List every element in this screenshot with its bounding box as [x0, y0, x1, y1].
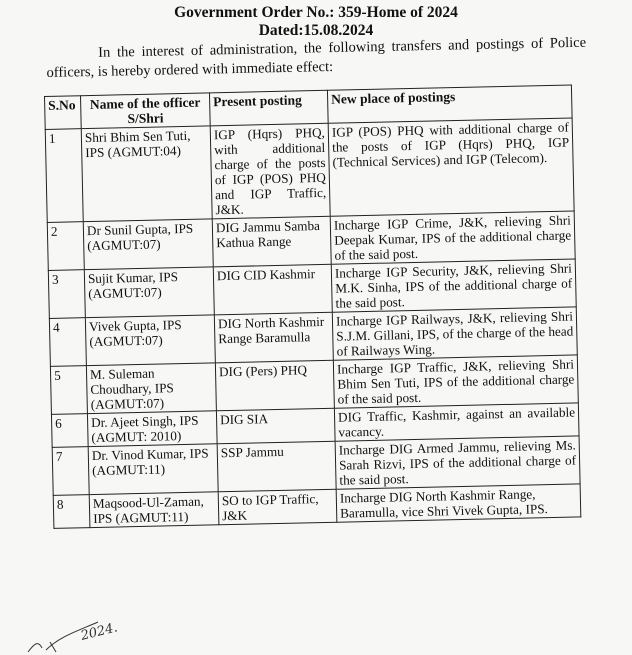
cell-present-posting: DIG (Pers) PHQ: [215, 360, 334, 411]
cell-new-posting: IGP (POS) PHQ with additional charge of the posts of IGP (Hqrs) PHQ, IGP (Technical Services) and IGP (Telecom).: [328, 118, 574, 216]
cell-officer-name: Dr. Vinod Kumar, IPS (AGMUT:11): [88, 444, 218, 495]
cell-sno: 2: [47, 222, 84, 271]
header-officer-name: Name of the officer S/Shri: [81, 93, 211, 129]
cell-sno: 1: [45, 129, 83, 223]
intro-text: In the interest of administration, the following transfers and postings of Police officers, is hereby ordered with immediate effect:: [46, 34, 587, 81]
cell-officer-name: Maqsood-Ul-Zaman, IPS (AGMUT:11): [89, 492, 219, 528]
cell-new-posting: Incharge DIG Armed Jammu, relieving Ms. Sarah Rizvi, IPS of the additional charge of the said post.: [335, 436, 580, 489]
signature-date-text: 2024.: [79, 620, 120, 644]
cell-officer-name: Dr Sunil Gupta, IPS (AGMUT:07): [83, 219, 213, 270]
cell-new-posting: Incharge IGP Crime, J&K, relieving Shri Deepak Kumar, IPS of the additional charge of the said post.: [330, 211, 575, 264]
cell-officer-name: M. Suleman Choudhary, IPS (AGMUT:07): [86, 363, 216, 414]
cell-sno: 4: [49, 318, 86, 367]
cell-present-posting: DIG CID Kashmir: [213, 264, 332, 315]
cell-new-posting: Incharge DIG North Kashmir Range, Baramulla, vice Shri Vivek Gupta, IPS.: [336, 484, 581, 522]
table-row: [45, 118, 574, 222]
cell-officer-name: Vivek Gupta, IPS (AGMUT:07): [85, 315, 215, 366]
header-sno: S.No: [45, 96, 82, 130]
header-new-posting: New place of postings: [327, 85, 572, 123]
cell-present-posting: DIG North Kashmir Range Baramulla: [214, 312, 333, 363]
cell-present-posting: DIG SIA: [216, 408, 335, 444]
cell-sno: 6: [51, 414, 88, 448]
cell-present-posting: DIG Jammu Samba Kathua Range: [212, 216, 331, 267]
cell-officer-name: Dr. Ajeet Singh, IPS (AGMUT: 2010): [87, 411, 217, 447]
postings-table-wrapper: [44, 84, 581, 528]
header-present-posting: Present posting: [209, 90, 328, 126]
cell-sno: 5: [50, 366, 87, 415]
cell-new-posting: Incharge IGP Security, J&K, relieving Shri M.K. Sinha, IPS of the additional charge of the said post.: [331, 259, 576, 312]
order-number-heading: Government Order No.: 359-Home of 2024: [174, 4, 458, 21]
cell-new-posting: Incharge IGP Traffic, J&K, relieving Shri Bhim Sen Tuti, IPS of the additional charge of the said post.: [333, 355, 578, 408]
cell-officer-name: Shri Bhim Sen Tuti, IPS (AGMUT:04): [81, 126, 212, 222]
cell-present-posting: SSP Jammu: [217, 441, 336, 492]
cell-present-posting: IGP (Hqrs) PHQ, with additional charge of the posts of IGP (POS) PHQ and IGP Traffic, J&K.: [210, 123, 330, 219]
cell-sno: 7: [52, 447, 89, 496]
handwritten-signature: [20, 612, 140, 655]
postings-table: [44, 84, 581, 528]
cell-sno: 8: [53, 495, 90, 529]
cell-sno: 3: [48, 270, 85, 319]
cell-new-posting: Incharge IGP Railways, J&K, relieving Shri S.J.M. Gillani, IPS, of the charge of the head of Railways Wing.: [332, 307, 577, 360]
cell-present-posting: SO to IGP Traffic, J&K: [218, 489, 337, 525]
cell-new-posting: DIG Traffic, Kashmir, against an available vacancy.: [334, 403, 579, 441]
order-date-heading: Dated:15.08.2024: [258, 22, 374, 39]
cell-officer-name: Sujit Kumar, IPS (AGMUT:07): [84, 267, 214, 318]
intro-paragraph: [46, 34, 587, 83]
